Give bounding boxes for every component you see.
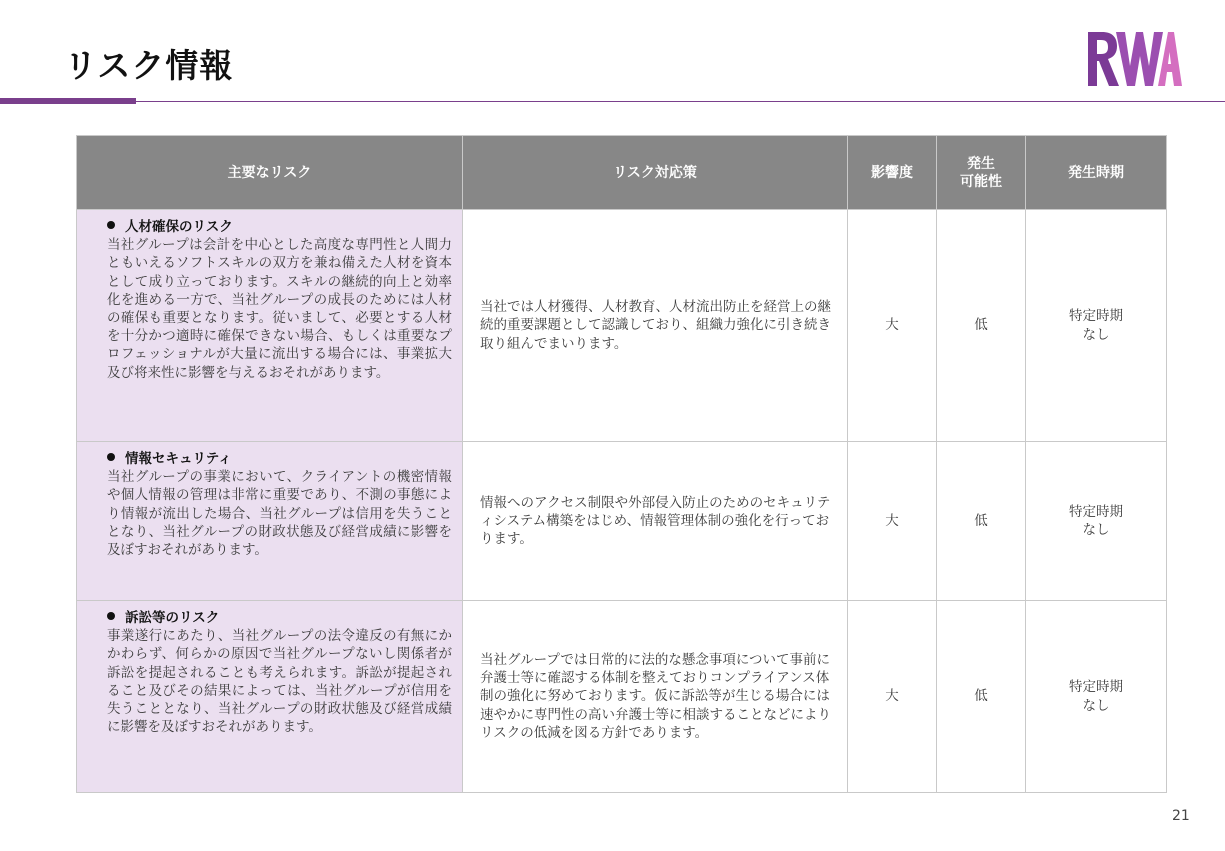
page-title: リスク情報 <box>64 46 234 85</box>
column-header-countermeasure: リスク対応策 <box>463 136 848 210</box>
risk-heading <box>107 609 452 627</box>
table-row <box>77 601 1167 793</box>
title-underline <box>0 101 1225 102</box>
risk-title: 情報セキュリティ <box>125 451 232 467</box>
page-number: 21 <box>1172 808 1190 824</box>
bullet-icon <box>107 221 115 229</box>
risk-cell <box>77 442 463 601</box>
risk-cell <box>77 210 463 442</box>
likelihood-cell: 低 <box>937 210 1026 442</box>
risk-title: 訴訟等のリスク <box>125 610 220 626</box>
column-header-impact: 影響度 <box>848 136 937 210</box>
impact-cell: 大 <box>848 210 937 442</box>
table-row <box>77 210 1167 442</box>
risk-heading <box>107 218 452 236</box>
measure-cell: 情報へのアクセス制限や外部侵入防止のためのセキュリティシステム構築をはじめ、情報管理体制の強化を行っております。 <box>463 442 848 601</box>
company-logo <box>1086 30 1182 88</box>
column-header-main-risk: 主要なリスク <box>77 136 463 210</box>
column-header-likelihood: 発生 可能性 <box>937 136 1026 210</box>
risk-heading <box>107 450 452 468</box>
risk-description: 当社グループの事業において、クライアントの機密情報や個人情報の管理は非常に重要であり、不測の事態により情報が流出した場合、当社グループは信用を失うこととなり、当社グループの財政状態及び経営成績に影響を及ぼすおそれがあります。 <box>107 469 452 559</box>
timing-cell: 特定時期 なし <box>1026 442 1167 601</box>
bullet-icon <box>107 453 115 461</box>
likelihood-cell: 低 <box>937 601 1026 793</box>
likelihood-cell: 低 <box>937 442 1026 601</box>
measure-cell: 当社グループでは日常的に法的な懸念事項について事前に弁護士等に確認する体制を整えておりコンプライアンス体制の強化に努めております。仮に訴訟等が生じる場合には速やかに専門性の高い弁護士等に相談することなどによりリスクの低減を図る方針であります。 <box>463 601 848 793</box>
table-row <box>77 442 1167 601</box>
impact-cell: 大 <box>848 601 937 793</box>
risk-description: 事業遂行にあたり、当社グループの法令違反の有無にかかわらず、何らかの原因で当社グループないし関係者が訴訟を提起されることも考えられます。訴訟が提起されること及びその結果によっては、当社グループが信用を失うこととなり、当社グループの財政状態及び経営成績に影響を及ぼすおそれがあります。 <box>107 628 452 736</box>
timing-cell: 特定時期 なし <box>1026 210 1167 442</box>
risk-description: 当社グループは会計を中心とした高度な専門性と人間力ともいえるソフトスキルの双方を兼ね備えた人材を資本として成り立っております。スキルの継続的向上と効率化を進める一方で、当社グループの成長のためには人材の確保も重要となります。従いまして、必要とする人材を十分かつ適時に確保できない場合、もしくは重要なプロフェッショナルが大量に流出する場合には、事業拡大及び将来性に影響を与えるおそれがあります。 <box>107 237 452 381</box>
impact-cell: 大 <box>848 442 937 601</box>
measure-cell: 当社では人材獲得、人材教育、人材流出防止を経営上の継続的重要課題として認識しており、組織力強化に引き続き取り組んでまいります。 <box>463 210 848 442</box>
risk-title: 人材確保のリスク <box>125 219 233 235</box>
timing-cell: 特定時期 なし <box>1026 601 1167 793</box>
risk-table <box>76 135 1167 793</box>
risk-cell <box>77 601 463 793</box>
column-header-timing: 発生時期 <box>1026 136 1167 210</box>
table-header-row <box>77 136 1167 210</box>
bullet-icon <box>107 612 115 620</box>
title-underline-accent <box>0 98 136 104</box>
